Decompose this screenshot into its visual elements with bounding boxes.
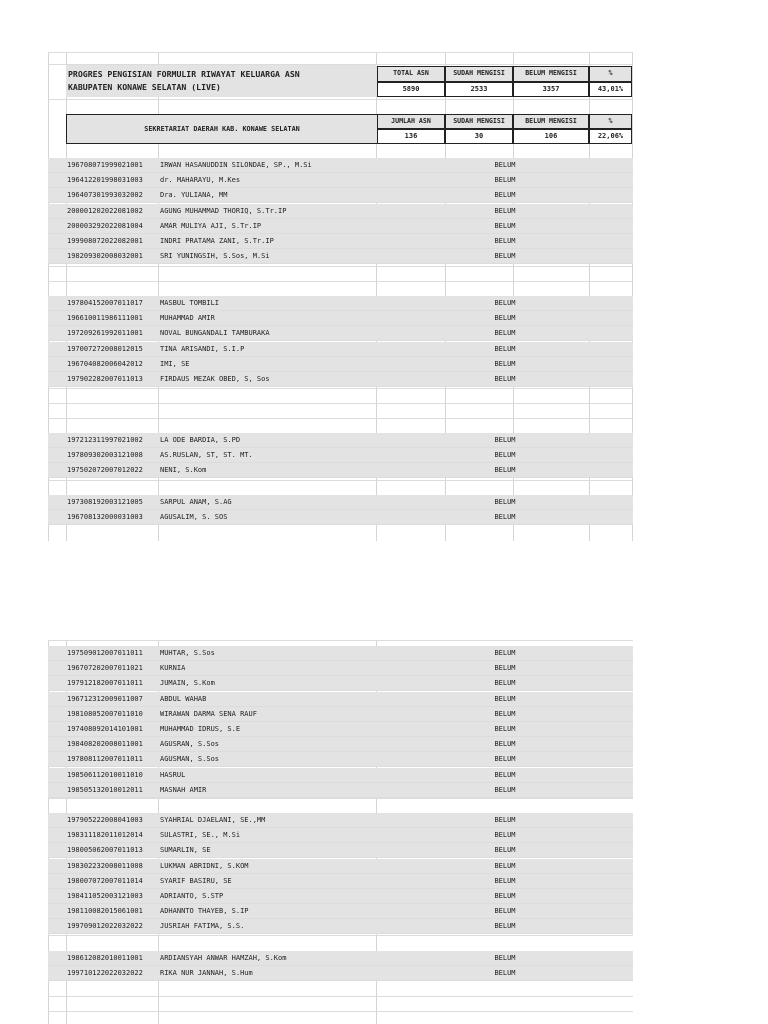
table-row (48, 692, 633, 707)
table-row (48, 234, 633, 249)
status-cell: BELUM (494, 206, 516, 215)
name-cell: HASRUL (160, 770, 186, 779)
nip-cell: 196708071999021001 (67, 161, 143, 169)
status-cell: BELUM (494, 466, 516, 475)
unit-sudah-header: SUDAH MENGISI (445, 114, 513, 129)
status-cell: BELUM (494, 725, 516, 733)
status-cell: BELUM (494, 831, 516, 840)
nip-cell: 197809302003121008 (67, 451, 143, 460)
status-cell: BELUM (494, 755, 516, 764)
status-cell: BELUM (494, 907, 516, 916)
nip-cell: 197804152007011017 (67, 299, 143, 307)
status-cell: BELUM (494, 329, 516, 338)
status-cell: BELUM (494, 664, 516, 673)
nip-cell: 197912182007011011 (67, 679, 143, 688)
table-row (48, 889, 633, 904)
nip-cell: 197808112007011011 (67, 755, 143, 764)
total-asn-value: 5890 (377, 82, 445, 97)
table-row (48, 372, 633, 387)
belum-mengisi-header: BELUM MENGISI (513, 66, 589, 82)
name-cell: KURNIA (160, 664, 186, 673)
unit-belum-header: BELUM MENGISI (513, 114, 589, 129)
table-row (48, 188, 633, 203)
name-cell: JUSRIAH FATIMA, S.S. (160, 922, 245, 931)
status-cell: BELUM (494, 649, 516, 657)
name-cell: MASNAH AMIR (160, 785, 207, 794)
nip-cell: 197212311997021002 (67, 436, 143, 444)
table-row (48, 311, 633, 326)
name-cell: SARPUL ANAM, S.AG (160, 498, 232, 506)
unit-name: SEKRETARIAT DAERAH KAB. KONAWE SELATAN (66, 114, 378, 144)
name-cell: IRWAN HASANUDDIN SILONDAE, SP., M.Si (160, 161, 312, 169)
status-cell: BELUM (494, 709, 516, 718)
table-row (48, 874, 633, 889)
table-row (48, 737, 633, 752)
unit-belum-value: 106 (513, 129, 589, 144)
table-row (48, 951, 633, 966)
sudah-mengisi-header: SUDAH MENGISI (445, 66, 513, 82)
table-row (48, 433, 633, 448)
report-title-line-2: KABUPATEN KONAWE SELATAN (LIVE) (68, 81, 221, 92)
table-row (48, 828, 633, 843)
status-cell: BELUM (494, 846, 516, 855)
name-cell: ADRIANTO, S.STP (160, 892, 224, 900)
table-row (48, 783, 633, 798)
nip-cell: 198612082010011001 (67, 954, 143, 962)
name-cell: TINA ARISANDI, S.I.P (160, 344, 245, 353)
name-cell: IMI, SE (160, 359, 190, 368)
report-title-line-1: PROGRES PENGISIAN FORMULIR RIWAYAT KELUARGA ASN (68, 69, 300, 79)
nip-cell: 198005062007011013 (67, 846, 143, 855)
table-row (48, 510, 633, 525)
status-cell: BELUM (494, 969, 516, 978)
name-cell: dr. MAHARAYU, M.Kes (160, 176, 241, 185)
table-row (48, 249, 633, 264)
nip-cell: 198110082015061001 (67, 907, 143, 916)
status-cell: BELUM (494, 176, 516, 185)
status-cell: BELUM (494, 344, 516, 353)
nip-cell: 196707202007011021 (67, 664, 143, 673)
nip-cell: 200001202022081002 (67, 206, 143, 215)
table-row (48, 843, 633, 858)
table-row (48, 646, 633, 661)
table-row (48, 204, 633, 219)
table-row (48, 219, 633, 234)
table-row (48, 173, 633, 188)
name-cell: FIRDAUS MEZAK OBED, S, Sos (160, 375, 270, 383)
status-cell: BELUM (494, 694, 516, 703)
status-cell: BELUM (494, 221, 516, 230)
table-row (48, 904, 633, 919)
name-cell: INDRI PRATAMA ZANI, S.Tr.IP (160, 237, 274, 245)
name-cell: ABDUL WAHAB (160, 694, 207, 703)
status-cell: BELUM (494, 252, 516, 261)
status-cell: BELUM (494, 314, 516, 323)
nip-cell: 196712312009011007 (67, 694, 143, 703)
nip-cell: 196704082006042012 (67, 359, 143, 368)
nip-cell: 197905222008041003 (67, 816, 143, 824)
table-row (48, 296, 633, 311)
name-cell: RIKA NUR JANNAH, S.Hum (160, 969, 253, 978)
status-cell: BELUM (494, 237, 516, 245)
status-cell: BELUM (494, 740, 516, 749)
name-cell: MASBUL TOMBILI (160, 299, 220, 307)
name-cell: AGUNG MUHAMMAD THORIQ, S.Tr.IP (160, 206, 287, 215)
name-cell: MUHAMMAD IDRUS, S.E (160, 725, 241, 733)
table-row (48, 722, 633, 737)
nip-cell: 198311182011012014 (67, 831, 143, 840)
sheet-page-2 (48, 640, 633, 1024)
percent-header: % (589, 66, 632, 82)
percent-value: 43,01% (589, 82, 632, 97)
table-row (48, 752, 633, 767)
jumlah-asn-header: JUMLAH ASN (377, 114, 445, 129)
table-row (48, 919, 633, 934)
nip-cell: 198408202008011001 (67, 740, 143, 749)
name-cell: AGUSALIM, S. SOS (160, 513, 228, 522)
sudah-mengisi-value: 2533 (445, 82, 513, 97)
name-cell: SYAHRIAL DJAELANI, SE.,MM (160, 816, 266, 824)
status-cell: BELUM (494, 498, 516, 506)
name-cell: MUHAMMAD AMIR (160, 314, 215, 323)
sheet-page-1 (48, 52, 633, 541)
nip-cell: 198411052003121003 (67, 892, 143, 900)
name-cell: AMAR MULIYA AJI, S.Tr.IP (160, 221, 262, 230)
belum-mengisi-value: 3357 (513, 82, 589, 97)
table-row (48, 966, 633, 981)
name-cell: SULASTRI, SE., M.Si (160, 831, 241, 840)
nip-cell: 196412201998031003 (67, 176, 143, 185)
name-cell: LA ODE BARDIA, S.PD (160, 436, 241, 444)
table-row (48, 859, 633, 874)
table-row (48, 326, 633, 341)
table-row (48, 463, 633, 478)
nip-cell: 197209261992011001 (67, 329, 143, 338)
status-cell: BELUM (494, 191, 516, 200)
status-cell: BELUM (494, 451, 516, 460)
unit-sudah-value: 30 (445, 129, 513, 144)
status-cell: BELUM (494, 770, 516, 779)
nip-cell: 197408092014101001 (67, 725, 143, 733)
name-cell: AS.RUSLAN, ST, ST. MT. (160, 451, 253, 460)
nip-cell: 197308192003121005 (67, 498, 143, 506)
name-cell: LUKMAN ABRIDNI, S.KOM (160, 861, 249, 870)
status-cell: BELUM (494, 785, 516, 794)
nip-cell: 197509012007011011 (67, 649, 143, 657)
table-row (48, 813, 633, 828)
table-row (48, 707, 633, 722)
name-cell: NOVAL BUNGANDALI TAMBURAKA (160, 329, 270, 338)
nip-cell: 198007072007011014 (67, 876, 143, 885)
status-cell: BELUM (494, 922, 516, 931)
name-cell: ADHANNTO THAYEB, S.IP (160, 907, 249, 916)
status-cell: BELUM (494, 954, 516, 962)
jumlah-asn-value: 136 (377, 129, 445, 144)
table-row (48, 158, 633, 173)
table-row (48, 495, 633, 510)
unit-percent-value: 22,06% (589, 129, 632, 144)
unit-percent-header: % (589, 114, 632, 129)
name-cell: MUHTAR, S.Sos (160, 649, 215, 657)
name-cell: WIRAWAN DARMA SENA RAUF (160, 709, 257, 718)
name-cell: AGUSMAN, S.Sos (160, 755, 220, 764)
nip-cell: 198506112010011010 (67, 770, 143, 779)
table-row (48, 342, 633, 357)
table-row (48, 768, 633, 783)
status-cell: BELUM (494, 513, 516, 522)
report-title (66, 65, 378, 97)
status-cell: BELUM (494, 375, 516, 383)
nip-cell: 200003292022081004 (67, 221, 143, 230)
name-cell: SUMARLIN, SE (160, 846, 211, 855)
name-cell: JUMAIN, S.Kom (160, 679, 215, 688)
table-row (48, 448, 633, 463)
name-cell: ARDIANSYAH ANWAR HAMZAH, S.Kom (160, 954, 287, 962)
nip-cell: 198209302008032001 (67, 252, 143, 261)
nip-cell: 197902282007011013 (67, 375, 143, 383)
status-cell: BELUM (494, 861, 516, 870)
nip-cell: 198505132010012011 (67, 785, 143, 794)
name-cell: SRI YUNINGSIH, S.Sos, M.Si (160, 252, 270, 261)
table-row (48, 676, 633, 691)
status-cell: BELUM (494, 299, 516, 307)
table-row (48, 661, 633, 676)
status-cell: BELUM (494, 161, 516, 169)
nip-cell: 196407301993032002 (67, 191, 143, 200)
name-cell: SYARIF BASIRU, SE (160, 876, 232, 885)
nip-cell: 199908072022082001 (67, 237, 143, 245)
table-row (48, 357, 633, 372)
status-cell: BELUM (494, 436, 516, 444)
status-cell: BELUM (494, 892, 516, 900)
nip-cell: 199710122022032022 (67, 969, 143, 978)
total-asn-header: TOTAL ASN (377, 66, 445, 82)
nip-cell: 198302232008011008 (67, 861, 143, 870)
name-cell: NENI, S.Kom (160, 466, 207, 475)
status-cell: BELUM (494, 679, 516, 688)
status-cell: BELUM (494, 876, 516, 885)
nip-cell: 197007272008012015 (67, 344, 143, 353)
nip-cell: 198108052007011010 (67, 709, 143, 718)
nip-cell: 199709012022032022 (67, 922, 143, 931)
nip-cell: 196610011986111001 (67, 314, 143, 323)
name-cell: Dra. YULIANA, MM (160, 191, 228, 200)
status-cell: BELUM (494, 359, 516, 368)
status-cell: BELUM (494, 816, 516, 824)
name-cell: AGUSRAN, S.Sos (160, 740, 220, 749)
nip-cell: 197502072007012022 (67, 466, 143, 475)
nip-cell: 196708132000031003 (67, 513, 143, 522)
